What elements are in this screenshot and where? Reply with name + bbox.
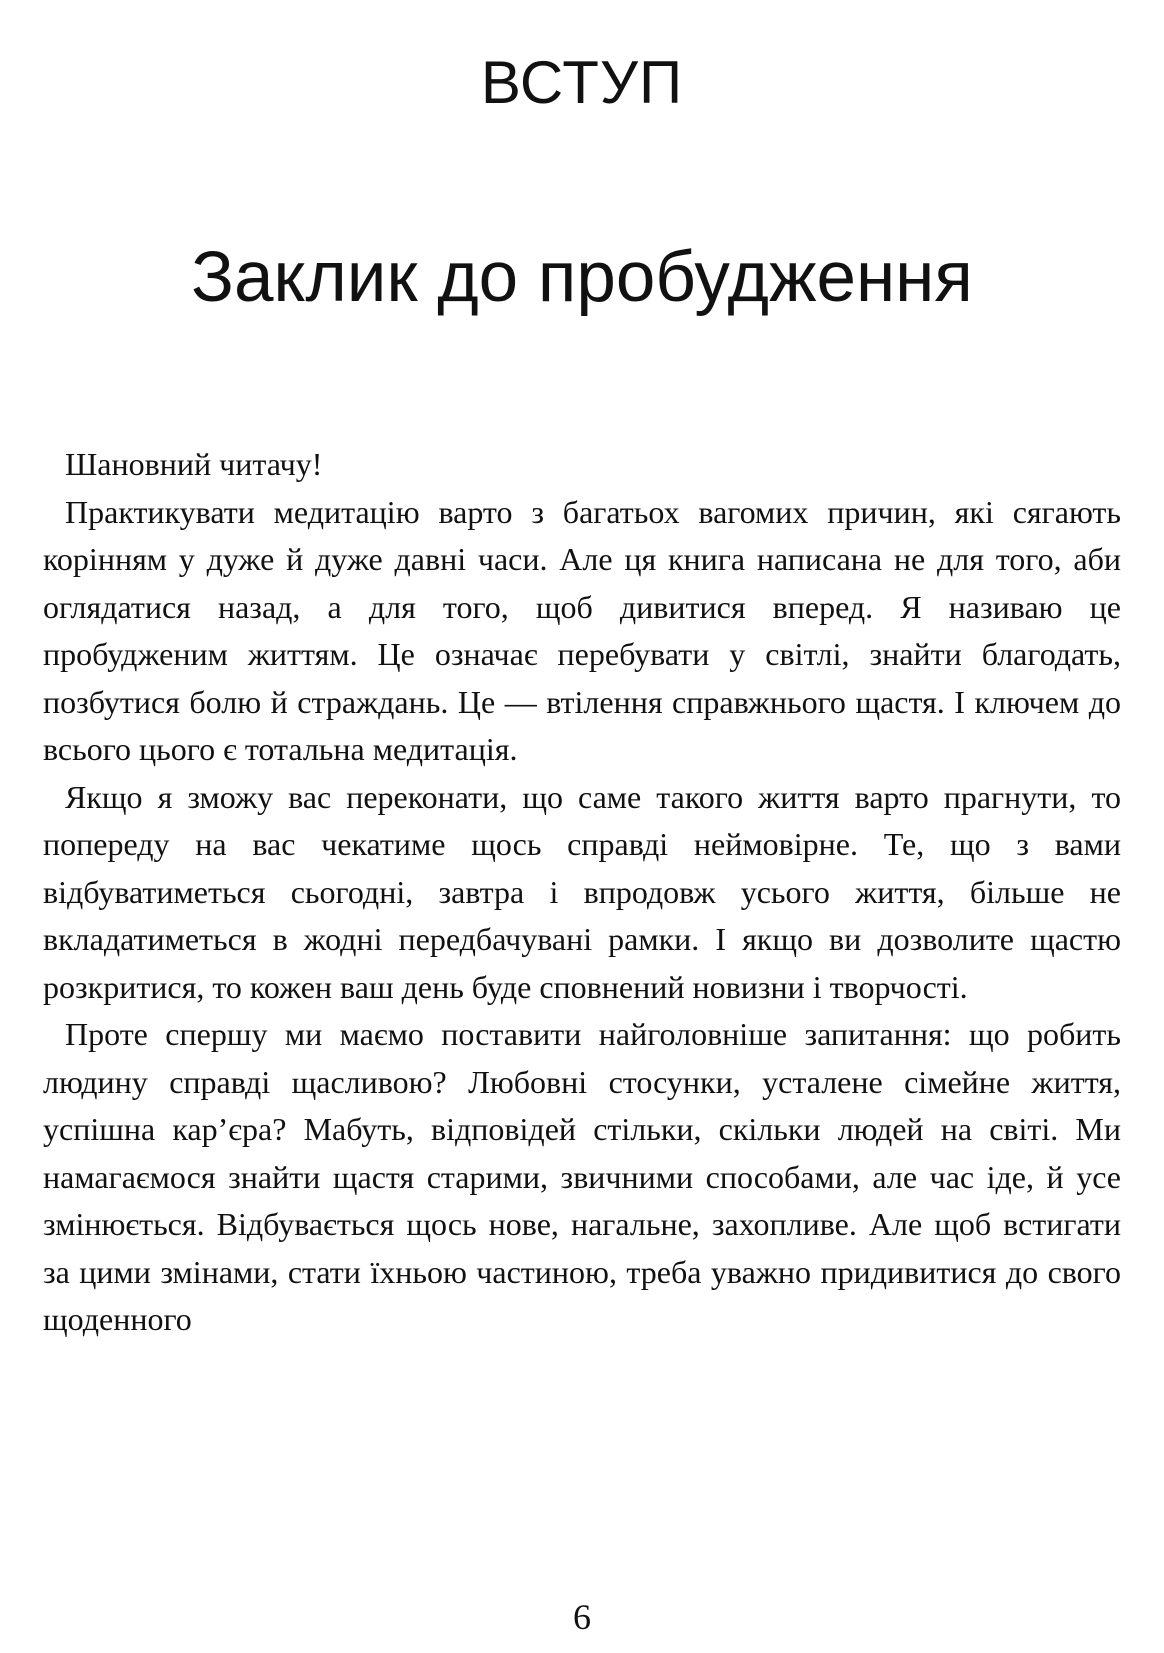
- paragraph: Практикувати медитацію варто з багатьох вагомих причин, які сягають корінням у дуже й дуже давні часи. Але ця книга написана не для того, аби оглядатися назад, а для того, щоб дивитися вперед. Я називаю це пробудженим життям. Це означає перебувати у світлі, знайти благодать, позбутися болю й страждань. Це — втілення справжнього щастя. І ключем до всього цього є тотальна медитація.: [43, 493, 1121, 767]
- paragraph: Якщо я зможу вас переконати, що саме такого життя варто прагнути, то попереду на вас чекатиме щось справді неймовірне. Те, що з вами відбуватиметься сьогодні, завтра і впродовж усього життя, більше не вкладатиметься в жодні передбачувані рамки. І якщо ви дозволите щастю розкритися, то кожен ваш день буде сповнений новизни і творчості.: [43, 778, 1121, 1005]
- body-text: [43, 441, 1121, 1344]
- page-number: 6: [573, 1597, 591, 1637]
- paragraph: Проте спершу ми маємо поставити найголовніше запитання: що робить людину справді щасливою? Любовні стосунки, усталене сімейне життя, успішна кар’єра? Мабуть, відповідей стільки, скільки людей на світі. Ми намагаємося знайти щастя старими, звичними способами, але час іде, й усе змінюється. Відбувається щось нове, нагальне, захопливе. Але щоб встигати за цими змінами, стати їхньою частиною, треба уважно придивитися до свого щоденного: [43, 1016, 1121, 1337]
- chapter-title: Заклик до пробудження: [191, 238, 973, 317]
- paragraph-salutation: Шановний читачу!: [65, 446, 323, 482]
- section-title: ВСТУП: [480, 49, 684, 116]
